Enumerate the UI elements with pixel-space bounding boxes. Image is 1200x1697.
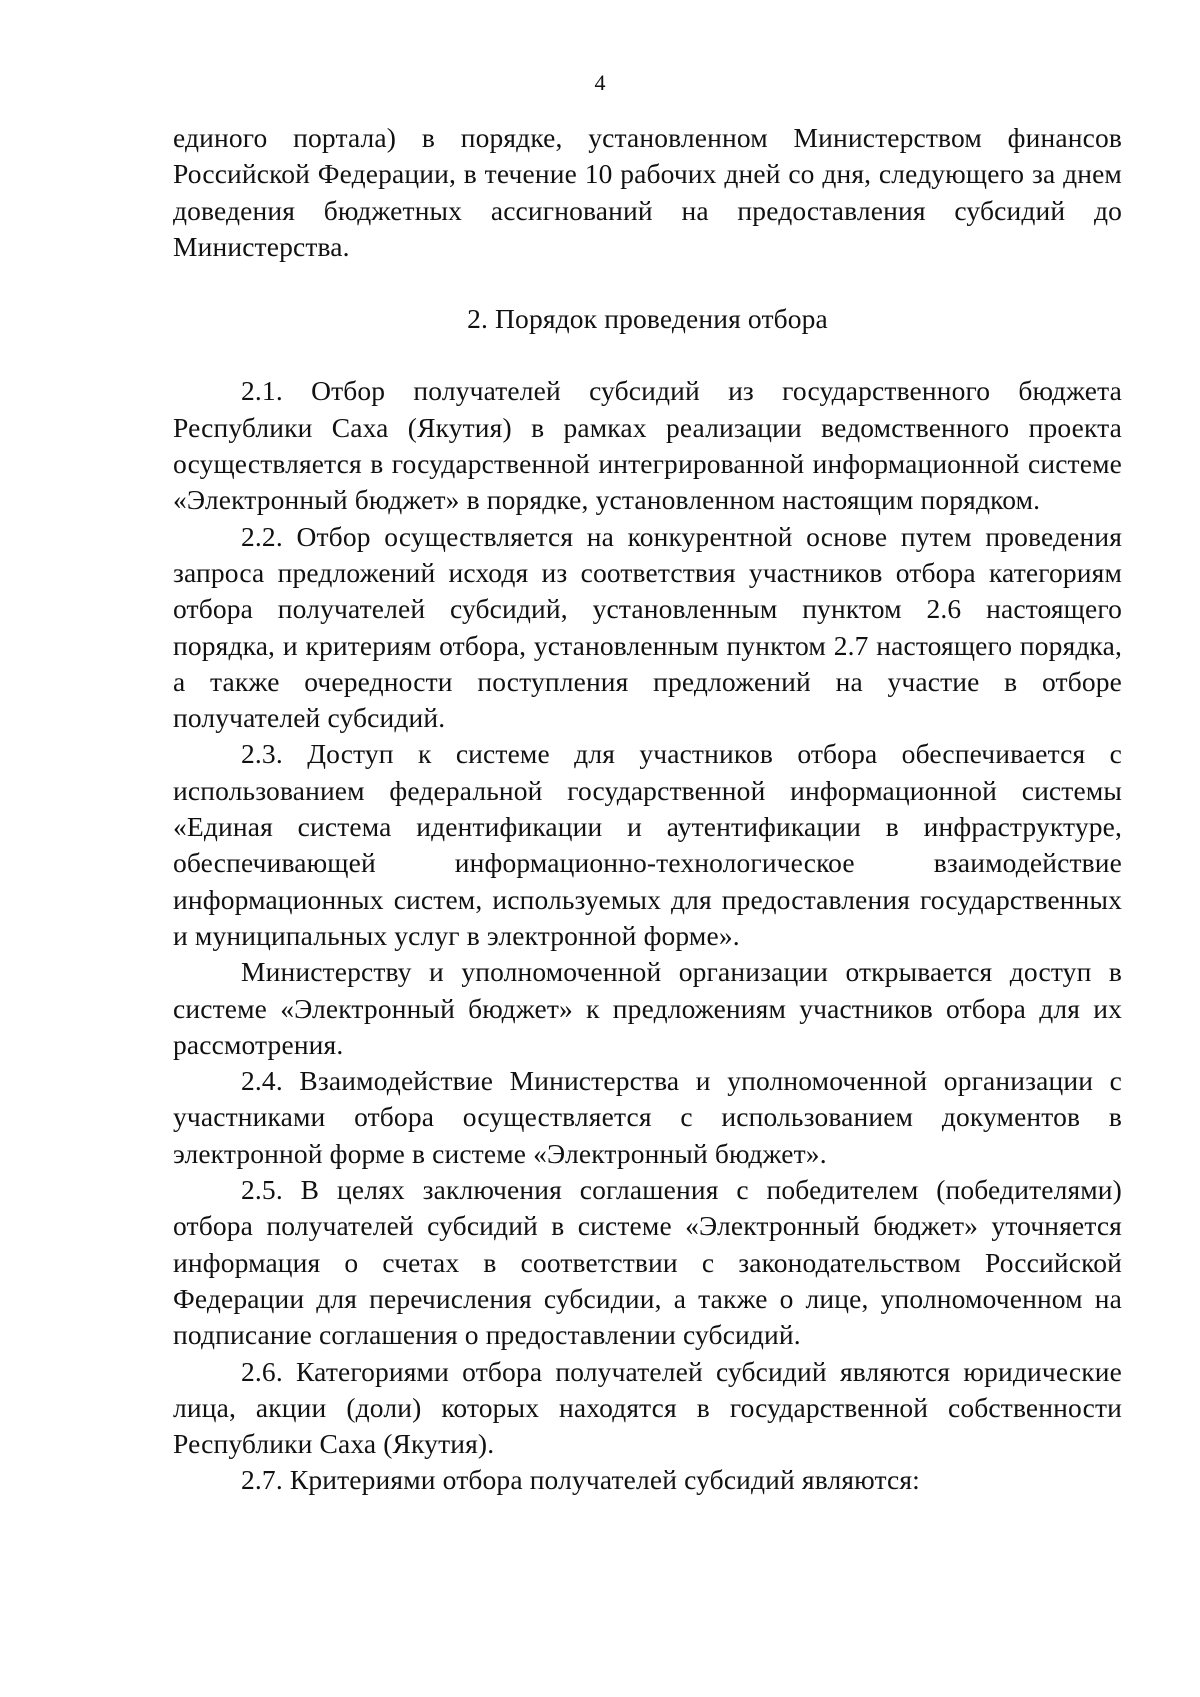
paragraph-2-5: 2.5. В целях заключения соглашения с победителем (победителями) отбора получателей субсидий в системе «Электронный бюджет» уточняется информация о счетах в соответствии с законодательством Российской Федерации для перечисления субсидии, а также о лице, уполномоченном на подписание соглашения о предоставлении субсидий. [173, 1174, 1122, 1351]
intro-paragraph: единого портала) в порядке, установленном Министерством финансов Российской Федерации, в течение 10 рабочих дней со дня, следующего за днем доведения бюджетных ассигнований на предоставления субсидий до Министерства. [173, 122, 1122, 262]
paragraph-2-6: 2.6. Категориями отбора получателей субсидий являются юридические лица, акции (доли) которых находятся в государственной собственности Республики Саха (Якутия). [173, 1355, 1122, 1460]
paragraph-2-2: 2.2. Отбор осуществляется на конкурентной основе путем проведения запроса предложений исходя из соответствия участников отбора категориям отбора получателей субсидий, установленным пунктом 2.6 настоящего порядка, и критериям отбора, установленным пунктом 2.7 настоящего порядка, а также очередности поступления предложений на участие в отборе получателей субсидий. [173, 520, 1122, 734]
page-number: 4 [594, 70, 606, 95]
paragraph-2-4: 2.4. Взаимодействие Министерства и уполномоченной организации с участниками отбора осуществляется с использованием документов в электронной форме в системе «Электронный бюджет». [173, 1065, 1122, 1169]
document-body [173, 120, 1122, 1499]
paragraph-2-7: 2.7. Критериями отбора получателей субсидий являются: [241, 1464, 920, 1496]
paragraph-2-3-continued: Министерству и уполномоченной организации открывается доступ в системе «Электронный бюджет» к предложениям участников отбора для их рассмотрения. [173, 956, 1122, 1060]
section-heading: 2. Порядок проведения отбора [467, 303, 828, 335]
paragraph-2-1: 2.1. Отбор получателей субсидий из государственного бюджета Республики Саха (Якутия) в рамках реализации ведомственного проекта осуществляется в государственной интегрированной информационной системе «Электронный бюджет» в порядке, установленном настоящим порядком. [173, 375, 1122, 516]
paragraph-2-3: 2.3. Доступ к системе для участников отбора обеспечивается с использованием федеральной государственной информационной системы «Единая система идентификации и аутентификации в инфраструктуре, обеспечивающей информационно-технологическое взаимодействие информационных систем, используемых для предоставления государственных и муниципальных услуг в электронной форме». [173, 738, 1122, 951]
